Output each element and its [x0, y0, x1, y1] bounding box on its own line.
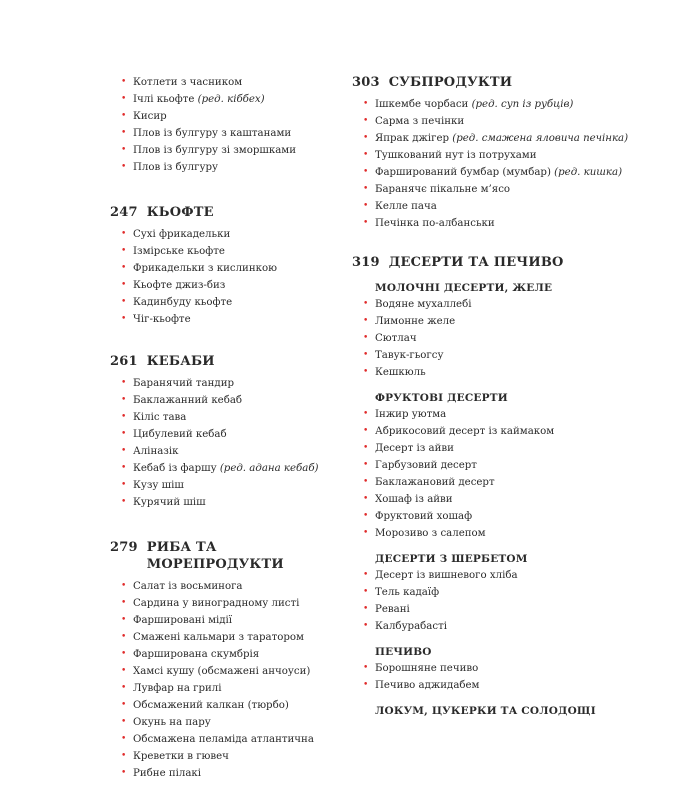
bullet-icon: • — [121, 768, 127, 778]
page-number: 319 — [352, 255, 380, 270]
left-sections — [110, 204, 340, 782]
item-text: Борошняне печиво — [375, 663, 479, 674]
item-text: Лимонне желе — [375, 316, 456, 327]
bullet-icon: • — [121, 497, 127, 507]
bullet-icon: • — [121, 128, 127, 138]
bullet-icon: • — [363, 460, 369, 470]
list-item — [121, 680, 340, 697]
list-item — [121, 765, 340, 782]
list-item — [363, 215, 657, 232]
item-text: Калбурабасті — [375, 621, 447, 632]
bullet-icon: • — [363, 680, 369, 690]
list-item — [363, 113, 657, 130]
item-text: Гарбузовий десерт — [375, 460, 477, 471]
item-text: Кіліс тава — [133, 412, 187, 423]
bullet-icon: • — [363, 621, 369, 631]
bullet-icon: • — [363, 350, 369, 360]
section-heading — [110, 539, 340, 573]
intro-list — [110, 74, 340, 176]
list-item — [121, 714, 340, 731]
item-text: Ізмірське кьофте — [133, 246, 225, 257]
list-item — [363, 96, 657, 113]
bullet-icon: • — [121, 429, 127, 439]
item-text: Креветки в гювеч — [133, 751, 229, 762]
bullet-icon: • — [121, 395, 127, 405]
bullet-icon: • — [121, 717, 127, 727]
item-text: Фаршировані мідії — [133, 615, 233, 626]
list-item — [363, 423, 657, 440]
item-text: Сардина у виноградному листі — [133, 598, 300, 609]
bullet-icon: • — [121, 649, 127, 659]
list-item — [363, 525, 657, 542]
item-text: Абрикосовий десерт із каймаком — [375, 426, 555, 437]
list-item — [363, 164, 657, 181]
bullet-icon: • — [363, 604, 369, 614]
item-text: Кешкюль — [375, 367, 426, 378]
item-text: Тель кадаїф — [375, 587, 440, 598]
item-text: Водяне мухаллебі — [375, 299, 472, 310]
bullet-icon: • — [121, 480, 127, 490]
item-text: Смажені кальмари з таратором — [133, 632, 304, 643]
section-heading — [110, 353, 340, 370]
bullet-icon: • — [363, 663, 369, 673]
list-item — [363, 440, 657, 457]
item-text: Сютлач — [375, 333, 417, 344]
section-title: РИБА ТА МОРЕПРОДУКТИ — [146, 540, 284, 572]
section-items — [110, 375, 340, 511]
list-item — [121, 311, 340, 328]
section — [110, 353, 340, 511]
bullet-icon: • — [121, 666, 127, 676]
page-number: 261 — [110, 354, 138, 369]
subsection — [352, 280, 657, 381]
list-item — [121, 392, 340, 409]
item-text: Сарма з печінки — [375, 116, 465, 127]
section-heading — [352, 254, 657, 271]
bullet-icon: • — [363, 494, 369, 504]
bullet-icon: • — [363, 587, 369, 597]
subsection — [352, 644, 657, 694]
left-column — [110, 74, 340, 809]
subsection-title: ДЕСЕРТИ З ШЕРБЕТОМ — [375, 553, 528, 565]
list-item — [121, 629, 340, 646]
item-note: (ред. суп із рубців) — [471, 99, 574, 110]
subsection-items — [352, 296, 657, 381]
bullet-icon: • — [363, 218, 369, 228]
bullet-icon: • — [121, 581, 127, 591]
bullet-icon: • — [363, 99, 369, 109]
bullet-icon: • — [121, 145, 127, 155]
section-title: СУБПРОДУКТИ — [388, 75, 513, 90]
list-item — [363, 364, 657, 381]
list-item — [363, 130, 657, 147]
item-text: Чіг-кьофте — [133, 314, 191, 325]
list-item — [363, 330, 657, 347]
item-text: Баклажановий десерт — [375, 477, 495, 488]
list-item — [363, 601, 657, 618]
bullet-icon: • — [121, 683, 127, 693]
list-item — [121, 91, 340, 108]
subsection-title: МОЛОЧНІ ДЕСЕРТИ, ЖЕЛЕ — [375, 282, 553, 294]
bullet-icon: • — [121, 263, 127, 273]
bullet-icon: • — [121, 229, 127, 239]
list-item — [121, 375, 340, 392]
item-text: Фруктовий хошаф — [375, 511, 473, 522]
item-text: Фарширований бумбар (мумбар) — [375, 167, 555, 178]
section-heading — [110, 204, 340, 221]
list-item — [363, 347, 657, 364]
list-item — [363, 198, 657, 215]
bullet-icon: • — [121, 280, 127, 290]
list-item — [121, 226, 340, 243]
list-item — [121, 748, 340, 765]
item-text: Кьофте джиз-биз — [133, 280, 226, 291]
section-heading — [352, 74, 657, 91]
bullet-icon: • — [121, 598, 127, 608]
bullet-icon: • — [121, 246, 127, 256]
item-text: Плов із булгуру з каштанами — [133, 128, 292, 139]
item-text: Фрикадельки з кислинкою — [133, 263, 278, 274]
list-item — [121, 697, 340, 714]
item-text: Кадинбуду кьофте — [133, 297, 233, 308]
item-text: Келле пача — [375, 201, 437, 212]
item-text: Обсмажений калкан (тюрбо) — [133, 700, 289, 711]
bullet-icon: • — [363, 150, 369, 160]
bullet-icon: • — [363, 316, 369, 326]
item-text: Аліназік — [133, 446, 179, 457]
item-text: Кисир — [133, 111, 167, 122]
item-text: Рибне пілакі — [133, 768, 202, 779]
list-item — [121, 125, 340, 142]
list-item — [121, 74, 340, 91]
bullet-icon: • — [363, 299, 369, 309]
bullet-icon: • — [363, 116, 369, 126]
item-text: Кузу шіш — [133, 480, 184, 491]
list-item — [363, 181, 657, 198]
item-text: Плов із булгуру зі зморшками — [133, 145, 297, 156]
item-text: Десерт із айви — [375, 443, 454, 454]
list-item — [363, 508, 657, 525]
item-text: Морозиво з салепом — [375, 528, 486, 539]
section — [110, 204, 340, 328]
subsection — [352, 390, 657, 542]
item-text: Десерт із вишневого хліба — [375, 570, 518, 581]
list-item — [363, 567, 657, 584]
section-title: КЬОФТЕ — [146, 205, 214, 220]
section-desserts — [352, 254, 657, 719]
section — [110, 539, 340, 782]
list-item — [121, 277, 340, 294]
list-item — [121, 663, 340, 680]
bullet-icon: • — [363, 167, 369, 177]
bullet-icon: • — [363, 443, 369, 453]
list-item — [121, 612, 340, 629]
item-text: Обсмажена пеламіда атлантична — [133, 734, 314, 745]
list-item — [121, 426, 340, 443]
bullet-icon: • — [363, 477, 369, 487]
list-item — [121, 142, 340, 159]
bullet-icon: • — [121, 162, 127, 172]
bullet-icon: • — [121, 412, 127, 422]
item-text: Сухі фрикадельки — [133, 229, 231, 240]
list-item — [121, 159, 340, 176]
section-title: ДЕСЕРТИ ТА ПЕЧИВО — [388, 255, 564, 270]
list-item — [121, 477, 340, 494]
bullet-icon: • — [121, 378, 127, 388]
list-item — [121, 243, 340, 260]
list-item — [363, 313, 657, 330]
list-item — [121, 294, 340, 311]
item-text: Япрак джігер — [375, 133, 453, 144]
bullet-icon: • — [121, 463, 127, 473]
item-text: Лувфар на грилі — [133, 683, 222, 694]
list-item — [363, 296, 657, 313]
list-item — [363, 660, 657, 677]
item-text: Плов із булгуру — [133, 162, 218, 173]
page-number: 303 — [352, 75, 380, 90]
section-items — [110, 226, 340, 328]
list-item — [363, 147, 657, 164]
dessert-subsections — [352, 280, 657, 694]
section-title: КЕБАБИ — [146, 354, 215, 369]
item-note: (ред. кіббех) — [197, 94, 265, 105]
item-text: Ішкембе чорбаси — [375, 99, 472, 110]
item-text: Баранячий тандир — [133, 378, 235, 389]
subsection-items — [352, 567, 657, 635]
bullet-icon: • — [363, 184, 369, 194]
item-text: Котлети з часником — [133, 77, 243, 88]
item-text: Тушкований нут із потрухами — [375, 150, 537, 161]
list-item — [121, 260, 340, 277]
list-item — [363, 457, 657, 474]
bullet-icon: • — [121, 94, 127, 104]
bullet-icon: • — [121, 734, 127, 744]
item-text: Ревані — [375, 604, 410, 615]
section-offal — [352, 74, 657, 232]
list-item — [363, 618, 657, 635]
list-item — [121, 578, 340, 595]
bullet-icon: • — [121, 632, 127, 642]
bullet-icon: • — [121, 297, 127, 307]
bullet-icon: • — [363, 409, 369, 419]
list-item — [363, 491, 657, 508]
list-item — [121, 409, 340, 426]
list-item — [121, 443, 340, 460]
list-item — [121, 108, 340, 125]
page-number: 247 — [110, 205, 138, 220]
item-text: Печиво аджидабем — [375, 680, 480, 691]
subsection-title-lokum: ЛОКУМ, ЦУКЕРКИ ТА СОЛОДОЩІ — [375, 705, 596, 717]
item-text: Цибулевий кебаб — [133, 429, 227, 440]
bullet-icon: • — [363, 133, 369, 143]
list-item — [363, 406, 657, 423]
bullet-icon: • — [363, 367, 369, 377]
list-item — [363, 474, 657, 491]
list-item — [121, 460, 340, 477]
list-item — [363, 677, 657, 694]
list-item — [363, 584, 657, 601]
item-note: (ред. смажена яловича печінка) — [452, 133, 629, 144]
item-text: Хамсі кушу (обсмажені анчоуси) — [133, 666, 311, 677]
intro-items — [110, 74, 340, 176]
list-item — [121, 494, 340, 511]
list-item — [121, 595, 340, 612]
subsection-items — [352, 406, 657, 542]
section-items — [110, 578, 340, 782]
bullet-icon: • — [121, 615, 127, 625]
list-item — [121, 731, 340, 748]
item-text: Кебаб із фаршу — [133, 463, 220, 474]
item-text: Баранячє пікальне м’ясо — [375, 184, 511, 195]
subsection-items — [352, 660, 657, 694]
item-text: Печінка по-албанськи — [375, 218, 495, 229]
bullet-icon: • — [363, 333, 369, 343]
bullet-icon: • — [363, 426, 369, 436]
item-text: Фарширована скумбрія — [133, 649, 260, 660]
item-text: Баклажанний кебаб — [133, 395, 243, 406]
bullet-icon: • — [121, 751, 127, 761]
item-text: Тавук-гьогсу — [375, 350, 444, 361]
bullet-icon: • — [121, 446, 127, 456]
subsection — [352, 551, 657, 635]
item-text: Інжир уютма — [375, 409, 447, 420]
bullet-icon: • — [121, 77, 127, 87]
bullet-icon: • — [121, 314, 127, 324]
item-text: Окунь на пару — [133, 717, 211, 728]
item-text: Хошаф із айви — [375, 494, 453, 505]
page-number: 279 — [110, 540, 138, 555]
bullet-icon: • — [121, 700, 127, 710]
offal-items — [352, 96, 657, 232]
bullet-icon: • — [363, 201, 369, 211]
item-text: Ічлі кьофте — [133, 94, 198, 105]
item-note: (ред. кишка) — [554, 167, 623, 178]
bullet-icon: • — [121, 111, 127, 121]
right-column — [352, 74, 657, 746]
subsection-title: ФРУКТОВІ ДЕСЕРТИ — [375, 392, 508, 404]
subsection-title: ПЕЧИВО — [375, 646, 432, 658]
item-note: (ред. адана кебаб) — [219, 463, 319, 474]
item-text: Салат із восьминога — [133, 581, 243, 592]
list-item — [121, 646, 340, 663]
bullet-icon: • — [363, 570, 369, 580]
item-text: Курячий шіш — [133, 497, 206, 508]
bullet-icon: • — [363, 528, 369, 538]
bullet-icon: • — [363, 511, 369, 521]
